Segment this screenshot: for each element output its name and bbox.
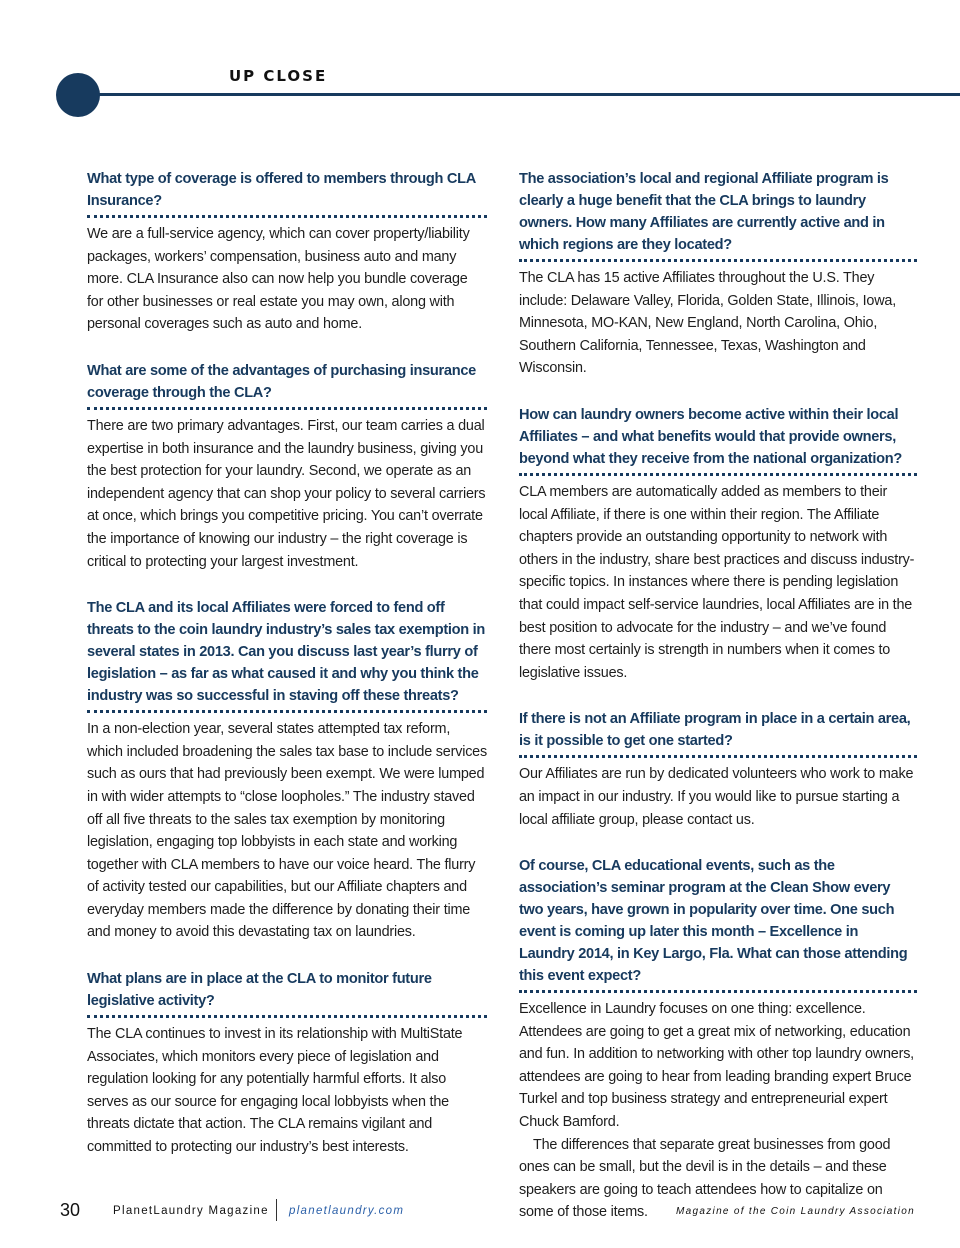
website-link[interactable]: planetlaundry.com — [289, 1205, 405, 1217]
qa-block — [87, 360, 487, 573]
question-heading: Of course, CLA educational events, such as the association’s seminar program at the Clean Show every two years, have grown in popularity over time. One such event is coming up later this month – Excellence in Laundry 2014, in Key Largo, Fla. What can those attending this event expect? — [519, 855, 917, 993]
qa-block — [519, 855, 917, 1224]
qa-block — [87, 968, 487, 1159]
page-footer — [0, 1198, 960, 1228]
answer-text — [87, 718, 487, 944]
qa-block — [519, 168, 917, 380]
answer-paragraph: The differences that separate great businesses from good ones can be small, but the devil is in the details – and these speakers are going to teach attendees how to capitalize on some of those items. — [519, 1136, 891, 1221]
right-column — [519, 168, 917, 1248]
question-heading: What type of coverage is offered to members through CLA Insurance? — [87, 168, 487, 218]
answer-text — [519, 481, 917, 684]
section-label: UP CLOSE — [229, 67, 328, 85]
answer-paragraph: There are two primary advantages. First, our team carries a dual expertise in both insurance and the laundry business, giving you the best protection for your laundry. Second, we operate as an independent agency that can shop your policy to several carriers at once, which brings you competitive pricing. You can’t overrate the importance of knowing our industry – the right coverage is critical to protecting your largest investment. — [87, 417, 486, 570]
qa-block — [519, 708, 917, 831]
question-heading: What plans are in place at the CLA to monitor future legislative activity? — [87, 968, 487, 1018]
answer-text — [519, 267, 917, 380]
left-column — [87, 168, 487, 1183]
question-heading: What are some of the advantages of purchasing insurance coverage through the CLA? — [87, 360, 487, 410]
footer-divider — [276, 1199, 277, 1221]
qa-block — [87, 597, 487, 944]
question-heading: The association’s local and regional Affiliate program is clearly a huge benefit that the CLA brings to laundry owners. How many Affiliates are currently active and in which regions are they located? — [519, 168, 917, 262]
header-rule — [60, 93, 960, 96]
answer-text — [519, 763, 917, 831]
question-heading: How can laundry owners become active within their local Affiliates – and what benefits would that provide owners, beyond what they receive from the national organization? — [519, 404, 917, 476]
answer-paragraph: Our Affiliates are run by dedicated volunteers who work to make an impact in our industry. If you would like to pursue starting a local affiliate group, please contact us. — [519, 766, 914, 828]
answer-text — [87, 415, 487, 573]
answer-paragraph: CLA members are automatically added as members to their local Affiliate, if there is one within their region. The Affiliate chapters provide an outstanding opportunity to network with others in the industry, share best practices and discuss industry-specific topics. In instances where there is pending legislation that could impact self-service laundries, local Affiliates are in the best position to advocate for the industry – and we’ve found there most certainly is strength in numbers when it comes to legislative issues. — [519, 483, 915, 681]
answer-paragraph: We are a full-service agency, which can cover property/liability packages, workers’ compensation, business auto and many more. CLA Insurance also can now help you bundle coverage for other businesses or real estate you may own, along with personal coverages such as auto and home. — [87, 226, 470, 333]
answer-text — [87, 223, 487, 336]
qa-block — [87, 168, 487, 336]
footer-tagline: Magazine of the Coin Laundry Association — [676, 1206, 915, 1217]
answer-paragraph: Excellence in Laundry focuses on one thing: excellence. Attendees are going to get a great mix of networking, education and fun. In addition to networking with other top laundry owners, attendees are going to hear from leading branding expert Bruce Turkel and top business strategy and entrepreneurial expert Chuck Bamford. — [519, 1001, 914, 1131]
question-heading: The CLA and its local Affiliates were forced to fend off threats to the coin laundry industry’s sales tax exemption in several states in 2013. Can you discuss last year’s flurry of legislation – as far as what caused it and why you think the industry was so successful in staving off these threats? — [87, 597, 487, 713]
page-number: 30 — [60, 1200, 81, 1220]
answer-text — [519, 998, 917, 1224]
header-circle-ornament — [56, 73, 100, 117]
answer-paragraph: The CLA has 15 active Affiliates throughout the U.S. They include: Delaware Valley, Florida, Golden State, Illinois, Iowa, Minnesota, MO-KAN, New England, North Carolina, Ohio, Southern California, Tennessee, Texas, Washington and Wisconsin. — [519, 270, 897, 377]
answer-text — [87, 1023, 487, 1159]
qa-block — [519, 404, 917, 684]
magazine-name: PlanetLaundry Magazine — [113, 1205, 269, 1217]
answer-paragraph: In a non-election year, several states attempted tax reform, which included broadening the sales tax base to include services such as ours that had previously been exempt. We were lumped in with wider attempts to “close loopholes.” The industry staved off all five threats to the sales tax exemption by monitoring legislation, engaging top lobbyists in each state and working together with CLA members to have our voice heard. The flurry of activity tested our capabilities, but our Affiliate chapters and everyday members made the difference by donating their time and money to avoid this devastating tax on laundries. — [87, 721, 487, 941]
answer-paragraph: The CLA continues to invest in its relationship with MultiState Associates, which monitors every piece of legislation and regulation looking for any potentially harmful efforts. It also serves as our source for engaging local lobbyists when the threats dictate that action. The CLA remains vigilant and committed to protecting our industry’s best interests. — [87, 1026, 463, 1156]
question-heading: If there is not an Affiliate program in place in a certain area, is it possible to get one started? — [519, 708, 917, 758]
